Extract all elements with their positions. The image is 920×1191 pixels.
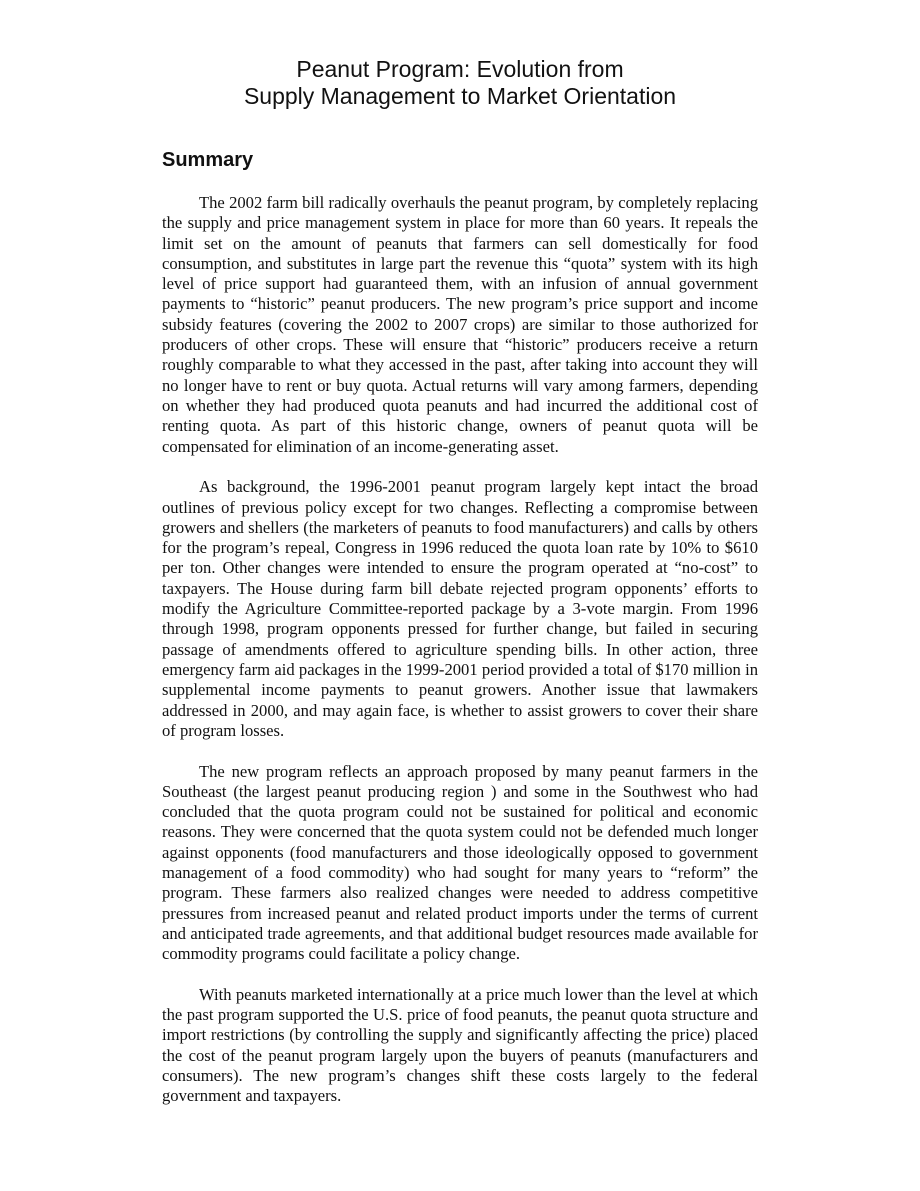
title-line-2: Supply Management to Market Orientation (243, 83, 677, 109)
section-heading: Summary (162, 149, 254, 171)
paragraph: With peanuts marketed internationally at a price much lower than the level at which the past program supported the U.S. price of food peanuts, the peanut quota structure and import restrictions (by controlling the supply and significantly affecting the price) placed the cost of the peanut program largely upon the buyers of peanuts (manufacturers and consumers). The new program’s changes shift these costs largely to the federal government and taxpayers. (162, 984, 758, 1106)
paragraph: The 2002 farm bill radically overhauls the peanut program, by completely replacing the supply and price management system in place for more than 60 years. It repeals the limit set on the amount of peanuts that farmers can sell domestically for food consumption, and substitutes in large part the revenue this “quota” system with its high level of price support had guaranteed them, with an infusion of annual government payments to “historic” peanut producers. The new program’s price support and income subsidy features (covering the 2002 to 2007 crops) are similar to those authorized for producers of other crops. These will ensure that “historic” producers receive a return roughly comparable to what they accessed in the past, after taking into account they will no longer have to rent or buy quota. Actual returns will vary among farmers, depending on whether they had produced quota peanuts and had incurred the additional cost of renting quota. As part of this historic change, owners of peanut quota will be compensated for elimination of an income-generating asset. (162, 193, 758, 456)
paragraph: The new program reflects an approach proposed by many peanut farmers in the Southeast (the largest peanut producing region ) and some in the Southwest who had concluded that the quota program could not be sustained for political and economic reasons. They were concerned that the quota system could not be defended much longer against opponents (food manufacturers and those ideologically opposed to government management of a food commodity) who had sought for many years to “reform” the program. These farmers also realized changes were needed to address competitive pressures from increased peanut and related product imports under the terms of current and anticipated trade agreements, and that additional budget resources made available for commodity programs could facilitate a policy change. (162, 761, 758, 964)
paragraph: As background, the 1996-2001 peanut program largely kept intact the broad outlines of previous policy except for two changes. Reflecting a compromise between growers and shellers (the marketers of peanuts to food manufacturers) and calls by others for the program’s repeal, Congress in 1996 reduced the quota loan rate by 10% to $610 per ton. Other changes were intended to ensure the program operated at “no-cost” to taxpayers. The House during farm bill debate rejected program opponents’ efforts to modify the Agriculture Committee-reported package by a 3-vote margin. From 1996 through 1998, program opponents pressed for further change, but failed in securing passage of amendments offered to agriculture spending bills. In other action, three emergency farm aid packages in the 1999-2001 period provided a total of $170 million in supplemental income payments to peanut growers. Another issue that lawmakers addressed in 2000, and may again face, is whether to assist growers to cover their share of program losses. (162, 477, 758, 740)
summary-body (162, 193, 758, 1127)
title-line-1: Peanut Program: Evolution from (296, 56, 624, 82)
document-title (160, 56, 760, 110)
